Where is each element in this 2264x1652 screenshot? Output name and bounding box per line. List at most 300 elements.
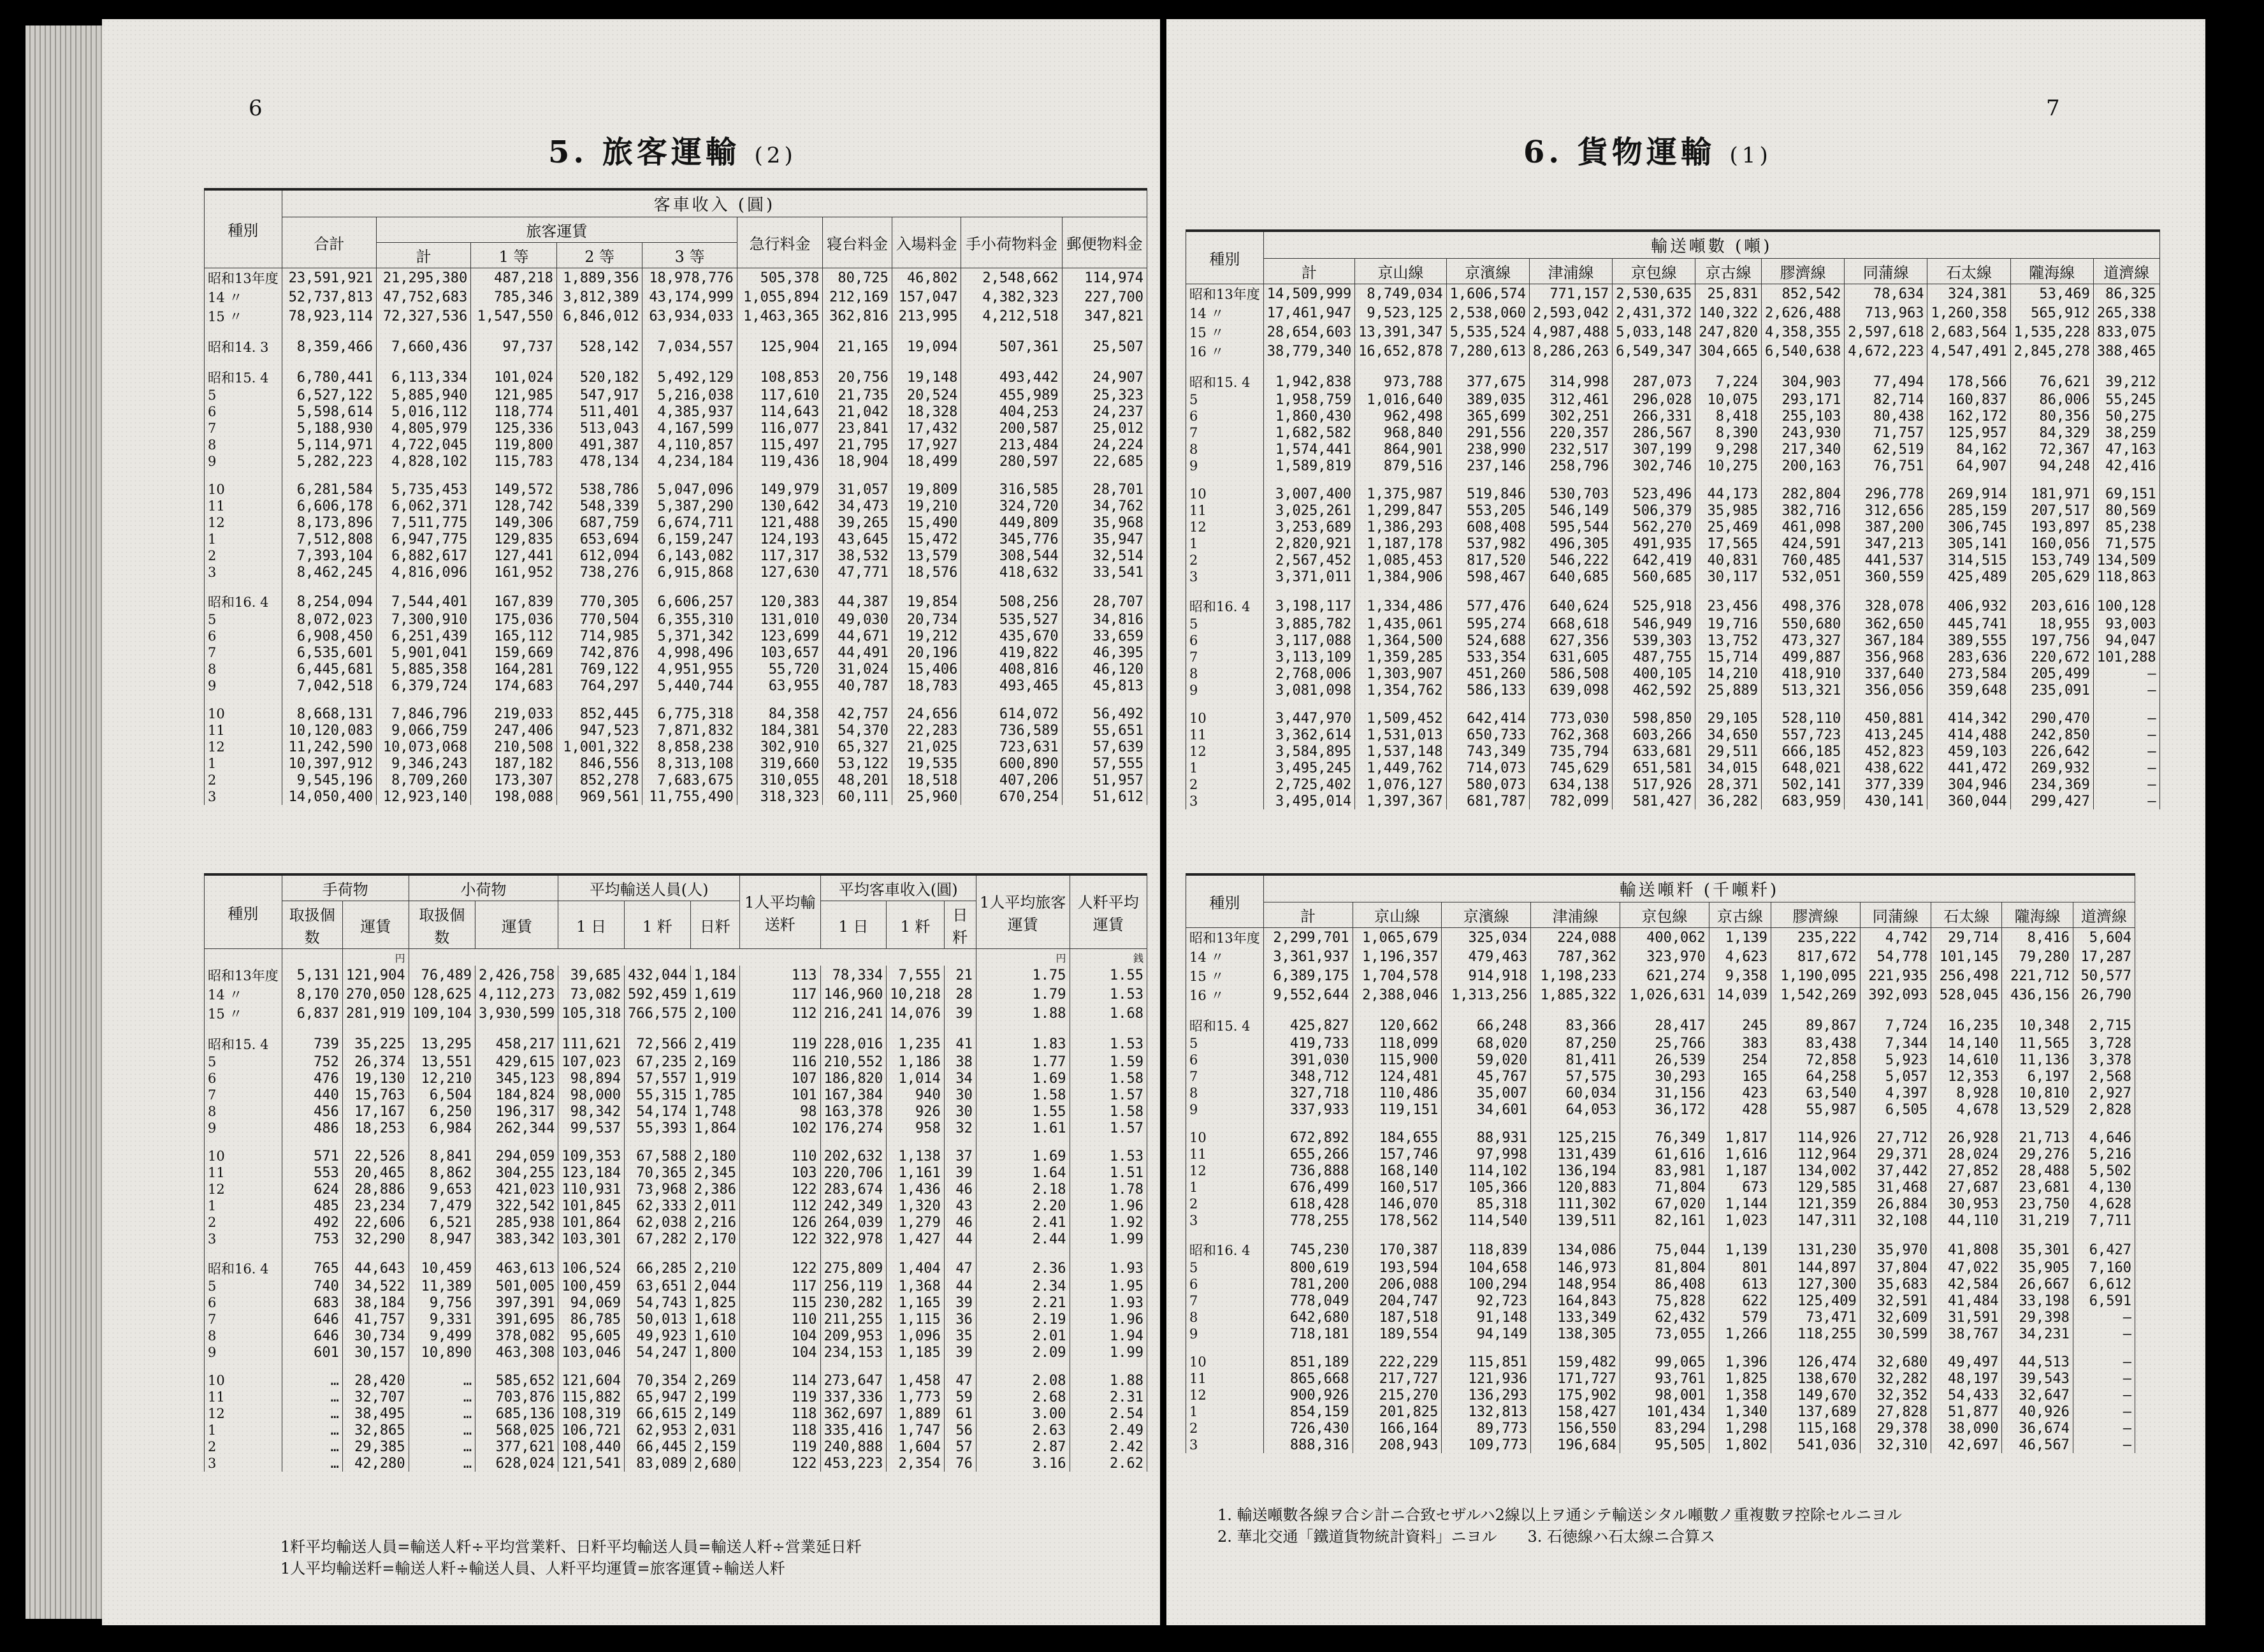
table-cell: 1,386,293 xyxy=(1355,519,1446,535)
table-cell: 14,610 xyxy=(1931,1052,2002,1068)
table-cell: 1,334,486 xyxy=(1355,597,1446,616)
header-cell: 郵便物料金 xyxy=(1062,217,1147,268)
table-cell: 8,170 xyxy=(282,985,342,1004)
table-cell: 19,716 xyxy=(1695,616,1762,632)
table-cell: 2,820,921 xyxy=(1263,535,1354,552)
table-cell: 109,353 xyxy=(558,1148,625,1164)
table-cell: 14,210 xyxy=(1695,665,1762,682)
table-cell xyxy=(409,1361,475,1372)
table-cell: 122 xyxy=(740,1259,821,1278)
table-cell: 18,576 xyxy=(892,564,961,581)
table-row xyxy=(1186,361,2160,372)
table-cell: 1.93 xyxy=(1070,1259,1147,1278)
note-line: 1. 輸送噸數各線ヲ合シ計ニ合致セザルハ2線以上ヲ通シテ輸送シタル噸數ノ重複數ヲ控除セルニヨル xyxy=(1217,1506,1902,1524)
table-cell: 8,462,245 xyxy=(282,564,376,581)
header-cell: 人粁平均運賃 xyxy=(1070,874,1147,949)
table-cell xyxy=(1931,1342,2002,1354)
table-cell: 4,167,599 xyxy=(642,420,737,437)
table-cell xyxy=(1927,699,2010,710)
table-cell: 160,056 xyxy=(2010,535,2093,552)
table-cell: … xyxy=(282,1438,342,1455)
table-cell: 622 xyxy=(1709,1293,1771,1309)
table-cell: 506,379 xyxy=(1613,502,1695,519)
table-cell: 101,145 xyxy=(1931,947,2002,966)
table-cell: 131,230 xyxy=(1771,1240,1860,1259)
row-label: 3 xyxy=(205,1455,282,1472)
table-cell: 112 xyxy=(740,1198,821,1214)
table-cell: 496,305 xyxy=(1529,535,1612,552)
table-cell: 685,136 xyxy=(475,1405,558,1422)
table-cell: 21 xyxy=(944,966,976,985)
table-cell: 14,140 xyxy=(1931,1035,2002,1052)
table-cell xyxy=(1771,1342,1860,1354)
table-cell: 337,336 xyxy=(820,1389,887,1405)
table-cell: 7,300,910 xyxy=(377,611,471,628)
table-cell: 17,927 xyxy=(892,437,961,453)
table-cell: 553 xyxy=(282,1164,342,1181)
table-cell xyxy=(740,1023,821,1034)
table-cell: 11,565 xyxy=(2002,1035,2073,1052)
table-cell: 2,683,564 xyxy=(1927,322,2010,342)
table-cell xyxy=(342,1247,409,1259)
table-cell xyxy=(556,470,642,481)
table-cell: 21,735 xyxy=(823,387,892,403)
row-label: 昭和15. 4 xyxy=(205,1034,282,1054)
table-cell: 414,488 xyxy=(1927,727,2010,743)
table-cell: 70,365 xyxy=(625,1164,691,1181)
row-label: 11 xyxy=(1186,1146,1264,1163)
table-row xyxy=(1186,1004,2135,1016)
table-cell: 1,139 xyxy=(1709,928,1771,948)
table-cell: 2.62 xyxy=(1070,1455,1147,1472)
table-cell: 1.75 xyxy=(976,966,1070,985)
table-cell: 1,800 xyxy=(690,1344,739,1361)
table-cell: 30,599 xyxy=(1860,1326,1931,1342)
table-cell: 40,926 xyxy=(2002,1403,2073,1420)
row-label: 15 〃 xyxy=(1186,966,1264,985)
table-cell: 18,499 xyxy=(892,453,961,470)
table-cell: 121,936 xyxy=(1442,1370,1531,1387)
table-cell: 2.68 xyxy=(976,1389,1070,1405)
table-cell: 125,215 xyxy=(1531,1129,1620,1146)
table-cell: 20,196 xyxy=(892,644,961,661)
table-cell: 213,484 xyxy=(961,437,1062,453)
table-row xyxy=(1186,391,2160,408)
table-cell xyxy=(556,581,642,592)
table-cell: 356,968 xyxy=(1845,649,1927,665)
row-label: 5 xyxy=(205,1278,282,1294)
table-cell xyxy=(1613,585,1695,597)
table-cell: 404,253 xyxy=(961,403,1062,420)
table-cell: 46,120 xyxy=(1062,661,1147,677)
table-cell: 93,761 xyxy=(1620,1370,1709,1387)
table-cell: 120,883 xyxy=(1531,1179,1620,1196)
table-cell xyxy=(282,1361,342,1372)
table-cell: 485 xyxy=(282,1198,342,1214)
table-cell: 6,780,441 xyxy=(282,368,376,387)
table-cell: 80,569 xyxy=(2093,502,2159,519)
row-label: 昭和15. 4 xyxy=(1186,1016,1264,1035)
row-label: 12 xyxy=(205,1405,282,1422)
table-row xyxy=(205,1023,1147,1034)
table-cell: 280,597 xyxy=(961,453,1062,470)
table-cell xyxy=(2002,1342,2073,1354)
table-cell: 553,205 xyxy=(1446,502,1529,519)
table-cell: 55,393 xyxy=(625,1120,691,1136)
table-cell: 24,224 xyxy=(1062,437,1147,453)
table-cell: 57,557 xyxy=(625,1070,691,1087)
table-cell: 70,354 xyxy=(625,1372,691,1389)
row-label: 5 xyxy=(1186,1259,1264,1276)
table-cell: 1,320 xyxy=(887,1198,944,1214)
table-cell: 2.34 xyxy=(976,1278,1070,1294)
table-cell: 7,344 xyxy=(1860,1035,1931,1052)
table-cell: 612,094 xyxy=(556,547,642,564)
table-row xyxy=(205,1231,1147,1247)
table-cell: 3,007,400 xyxy=(1263,486,1354,502)
table-cell: 2.49 xyxy=(1070,1422,1147,1438)
table-cell xyxy=(823,470,892,481)
table-cell: 2,388,046 xyxy=(1353,985,1442,1004)
col-label: 種別 xyxy=(1186,874,1264,928)
table-cell: 54,247 xyxy=(625,1344,691,1361)
table-cell: 107 xyxy=(740,1070,821,1087)
table-cell: 115,497 xyxy=(737,437,823,453)
table-cell: 633,681 xyxy=(1613,743,1695,760)
table-cell: 335,416 xyxy=(820,1422,887,1438)
table-row xyxy=(205,772,1147,788)
row-label: 15 〃 xyxy=(205,1004,282,1023)
table-cell: … xyxy=(409,1455,475,1472)
table-cell: 766,575 xyxy=(625,1004,691,1023)
table-cell: 31,468 xyxy=(1860,1179,1931,1196)
table-cell: 4,998,496 xyxy=(642,644,737,661)
table-cell: 243,930 xyxy=(1762,424,1845,441)
table-cell xyxy=(556,356,642,368)
table-cell: 1,139 xyxy=(1709,1240,1771,1259)
table-cell: 34 xyxy=(944,1070,976,1087)
table-cell: 4,628 xyxy=(2073,1196,2135,1212)
table-cell: 11,136 xyxy=(2002,1052,2073,1068)
table-cell: 149,670 xyxy=(1771,1387,1860,1403)
table-cell: 55,720 xyxy=(737,661,823,677)
table-cell xyxy=(1845,699,1927,710)
table-cell: 764,297 xyxy=(556,677,642,694)
table-cell: 9,358 xyxy=(1709,966,1771,985)
table-cell: 67,020 xyxy=(1620,1196,1709,1212)
table-cell xyxy=(892,326,961,337)
table-cell: 273,584 xyxy=(1927,665,2010,682)
table-cell xyxy=(1709,1118,1771,1129)
table-cell xyxy=(1762,361,1845,372)
table-cell: 356,056 xyxy=(1845,682,1927,699)
table-cell: 1,396 xyxy=(1709,1354,1771,1370)
table-cell xyxy=(740,1247,821,1259)
row-label: 5 xyxy=(205,1054,282,1070)
table-cell: 65,327 xyxy=(823,739,892,755)
table-body xyxy=(205,268,1147,806)
table-row xyxy=(205,564,1147,581)
table-cell: 82,161 xyxy=(1620,1212,1709,1229)
table-cell: 524,688 xyxy=(1446,632,1529,649)
table-cell: 2.42 xyxy=(1070,1438,1147,1455)
table-cell: 4,987,488 xyxy=(1529,322,1612,342)
table-cell xyxy=(2073,1229,2135,1240)
row-label: 8 xyxy=(205,1328,282,1344)
table-cell: 865,668 xyxy=(1263,1370,1353,1387)
table-cell xyxy=(282,326,376,337)
table-row xyxy=(1186,1370,2135,1387)
table-cell: 29,385 xyxy=(342,1438,409,1455)
table-row xyxy=(1186,519,2160,535)
table-cell: 56 xyxy=(944,1422,976,1438)
table-cell: 10,397,912 xyxy=(282,755,376,772)
table-cell: 57,639 xyxy=(1062,739,1147,755)
table-cell: 479,463 xyxy=(1442,947,1531,966)
table-cell: 2,567,452 xyxy=(1263,552,1354,569)
table-cell: 43,645 xyxy=(823,531,892,547)
table-cell xyxy=(1355,699,1446,710)
table-cell: 714,985 xyxy=(556,628,642,644)
table-cell: 157,047 xyxy=(892,287,961,307)
row-label: 5 xyxy=(1186,1035,1264,1052)
table-cell: 546,949 xyxy=(1613,616,1695,632)
table-cell: 7,724 xyxy=(1860,1016,1931,1035)
table-cell: 136,293 xyxy=(1442,1387,1531,1403)
table-cell: 127,300 xyxy=(1771,1276,1860,1293)
table-cell: 22,283 xyxy=(892,722,961,739)
table-cell: 5,923 xyxy=(1860,1052,1931,1068)
table-row xyxy=(205,1361,1147,1372)
table-cell: 168,140 xyxy=(1353,1163,1442,1179)
table-cell: 4,623 xyxy=(1709,947,1771,966)
table-cell: 1.55 xyxy=(1070,966,1147,985)
row-label: 9 xyxy=(1186,458,1264,474)
table-row xyxy=(1186,1101,2135,1118)
table-cell: 167,384 xyxy=(820,1087,887,1103)
table-row xyxy=(205,661,1147,677)
table-cell: 1,266 xyxy=(1709,1326,1771,1342)
table-cell: 35,905 xyxy=(2002,1259,2073,1276)
table-cell: 2.21 xyxy=(976,1294,1070,1311)
table-cell: 32,647 xyxy=(2002,1387,2073,1403)
table-cell: 71,757 xyxy=(1845,424,1927,441)
row-label: 昭和15. 4 xyxy=(205,368,282,387)
table-cell xyxy=(823,326,892,337)
table-cell xyxy=(1531,1118,1620,1129)
table-cell: 38,184 xyxy=(342,1294,409,1311)
row-label: 5 xyxy=(205,611,282,628)
row-label: 7 xyxy=(205,1087,282,1103)
table-cell: 501,005 xyxy=(475,1278,558,1294)
table-cell: 541,036 xyxy=(1771,1437,1860,1453)
table-cell: 537,982 xyxy=(1446,535,1529,552)
table-cell: 324,381 xyxy=(1927,284,2010,304)
table-cell: 1.88 xyxy=(1070,1372,1147,1389)
table-cell: 28,420 xyxy=(342,1372,409,1389)
page-number-right: 7 xyxy=(2046,96,2060,121)
table-cell: 1,942,838 xyxy=(1263,372,1354,391)
table-cell: 1,574,441 xyxy=(1263,441,1354,458)
table-cell: 66,615 xyxy=(625,1405,691,1422)
table-cell: 304,665 xyxy=(1695,342,1762,361)
table-cell: 9,499 xyxy=(409,1328,475,1344)
table-cell: 7,511,775 xyxy=(377,514,471,531)
table-cell: 10,075 xyxy=(1695,391,1762,408)
table-cell: 1,144 xyxy=(1709,1196,1771,1212)
table-cell: 666,185 xyxy=(1762,743,1845,760)
table-cell xyxy=(1446,585,1529,597)
table-cell: 2.36 xyxy=(976,1259,1070,1278)
table-cell: 8,858,238 xyxy=(642,739,737,755)
table-cell: 603,266 xyxy=(1613,727,1695,743)
table-cell: 44,513 xyxy=(2002,1354,2073,1370)
table-cell: 672,892 xyxy=(1263,1129,1353,1146)
table-cell xyxy=(1446,699,1529,710)
table-cell: 304,946 xyxy=(1927,776,2010,793)
table-cell: 7,280,613 xyxy=(1446,342,1529,361)
table-cell: 10,459 xyxy=(409,1259,475,1278)
table-cell: 23,234 xyxy=(342,1198,409,1214)
row-label: 1 xyxy=(1186,535,1264,552)
table-cell: 1,026,631 xyxy=(1620,985,1709,1004)
table-cell xyxy=(2010,361,2093,372)
row-label: 12 xyxy=(205,739,282,755)
table-cell: 668,618 xyxy=(1529,616,1612,632)
table-cell: 41,808 xyxy=(1931,1240,2002,1259)
table-cell: 13,529 xyxy=(2002,1101,2073,1118)
table-cell: 25,323 xyxy=(1062,387,1147,403)
table-cell: 116,077 xyxy=(737,420,823,437)
table-cell: 436,156 xyxy=(2002,985,2073,1004)
table-cell: 10,073,068 xyxy=(377,739,471,755)
table-cell: 528,110 xyxy=(1762,710,1845,727)
table-cell: 98,000 xyxy=(558,1087,625,1103)
table-cell: 621,274 xyxy=(1620,966,1709,985)
header-cell: 取扱個数 xyxy=(409,901,475,949)
table-cell xyxy=(625,1361,691,1372)
table-cell: 219,033 xyxy=(471,706,557,722)
table-cell xyxy=(820,1361,887,1372)
table-row xyxy=(205,1164,1147,1181)
table-cell xyxy=(740,1136,821,1148)
table-cell: 360,559 xyxy=(1845,569,1927,585)
table-cell: 6,775,318 xyxy=(642,706,737,722)
table-cell xyxy=(558,1023,625,1034)
table-cell: 103,046 xyxy=(558,1344,625,1361)
table-cell xyxy=(2002,1229,2073,1240)
table-cell: 44 xyxy=(944,1278,976,1294)
table-cell: 83,366 xyxy=(1531,1016,1620,1035)
table-cell: 3.16 xyxy=(976,1455,1070,1472)
table-cell: 138,305 xyxy=(1531,1326,1620,1342)
table-cell: 178,566 xyxy=(1927,372,2010,391)
table-cell: 676,499 xyxy=(1263,1179,1353,1196)
table-cell xyxy=(1931,1229,2002,1240)
table-cell: 1,165 xyxy=(887,1294,944,1311)
table-cell: 121,604 xyxy=(558,1372,625,1389)
table-cell xyxy=(1620,1229,1709,1240)
header-cell: 寝台料金 xyxy=(823,217,892,268)
table-cell: 83,981 xyxy=(1620,1163,1709,1179)
table-cell: 441,472 xyxy=(1927,760,2010,776)
table-cell: 42,280 xyxy=(342,1455,409,1472)
table-cell: 119 xyxy=(740,1389,821,1405)
table-cell: 114,643 xyxy=(737,403,823,420)
table-cell: 40,787 xyxy=(823,677,892,694)
table-cell: 12,923,140 xyxy=(377,788,471,805)
table-cell: 47,752,683 xyxy=(377,287,471,307)
table-cell: 108,853 xyxy=(737,368,823,387)
table-cell: 8,286,263 xyxy=(1529,342,1612,361)
table-cell: 2,199 xyxy=(690,1389,739,1405)
table-cell: 4,646 xyxy=(2073,1129,2135,1146)
table-cell: 6,281,584 xyxy=(282,481,376,498)
row-label: 14 〃 xyxy=(205,985,282,1004)
table-cell: 1.99 xyxy=(1070,1344,1147,1361)
table-cell: 34,816 xyxy=(1062,611,1147,628)
table-cell xyxy=(823,694,892,706)
table-cell: 115,783 xyxy=(471,453,557,470)
table-cell: 322,542 xyxy=(475,1198,558,1214)
table-cell: 101,024 xyxy=(471,368,557,387)
table-cell xyxy=(1263,361,1354,372)
table-cell xyxy=(475,1247,558,1259)
table-cell: … xyxy=(282,1455,342,1472)
table-cell: 78,923,114 xyxy=(282,307,376,326)
table-cell: 212,169 xyxy=(823,287,892,307)
table-cell: 778,049 xyxy=(1263,1293,1353,1309)
table-cell xyxy=(625,1247,691,1259)
table-cell: 208,943 xyxy=(1353,1437,1442,1453)
table-cell: 204,747 xyxy=(1353,1293,1442,1309)
row-label: 5 xyxy=(1186,616,1264,632)
table-cell: 80,438 xyxy=(1845,408,1927,424)
table-cell: 800,619 xyxy=(1263,1259,1353,1276)
table-row xyxy=(205,1181,1147,1198)
table-cell: 2,725,402 xyxy=(1263,776,1354,793)
table-cell: 316,585 xyxy=(961,481,1062,498)
table-cell: 2.01 xyxy=(976,1328,1070,1344)
table-cell: 1,889,356 xyxy=(556,268,642,288)
table-cell: 59,020 xyxy=(1442,1052,1531,1068)
table-cell: 63,651 xyxy=(625,1278,691,1294)
table-cell: 1,014 xyxy=(887,1070,944,1087)
table-cell: 1.58 xyxy=(1070,1103,1147,1120)
table-cell: 118,099 xyxy=(1353,1035,1442,1052)
table-row xyxy=(205,1389,1147,1405)
table-row xyxy=(205,437,1147,453)
left-page-title xyxy=(548,127,797,171)
table-cell xyxy=(961,581,1062,592)
table-cell: 1,604 xyxy=(887,1438,944,1455)
table-cell: 115,168 xyxy=(1771,1420,1860,1437)
table-cell xyxy=(282,1136,342,1148)
table-cell: 64,907 xyxy=(1927,458,2010,474)
table-cell xyxy=(1762,699,1845,710)
table-cell: 22,685 xyxy=(1062,453,1147,470)
header-cell: 1 日 xyxy=(820,901,887,949)
table-cell: 4,951,955 xyxy=(642,661,737,677)
table-cell: 322,978 xyxy=(820,1231,887,1247)
table-cell: 148,954 xyxy=(1531,1276,1620,1293)
table-cell: 107,023 xyxy=(558,1054,625,1070)
table-cell: 476 xyxy=(282,1070,342,1087)
table-row xyxy=(1186,284,2160,304)
table-row xyxy=(205,307,1147,326)
table-cell xyxy=(892,470,961,481)
table-cell: 5,735,453 xyxy=(377,481,471,498)
